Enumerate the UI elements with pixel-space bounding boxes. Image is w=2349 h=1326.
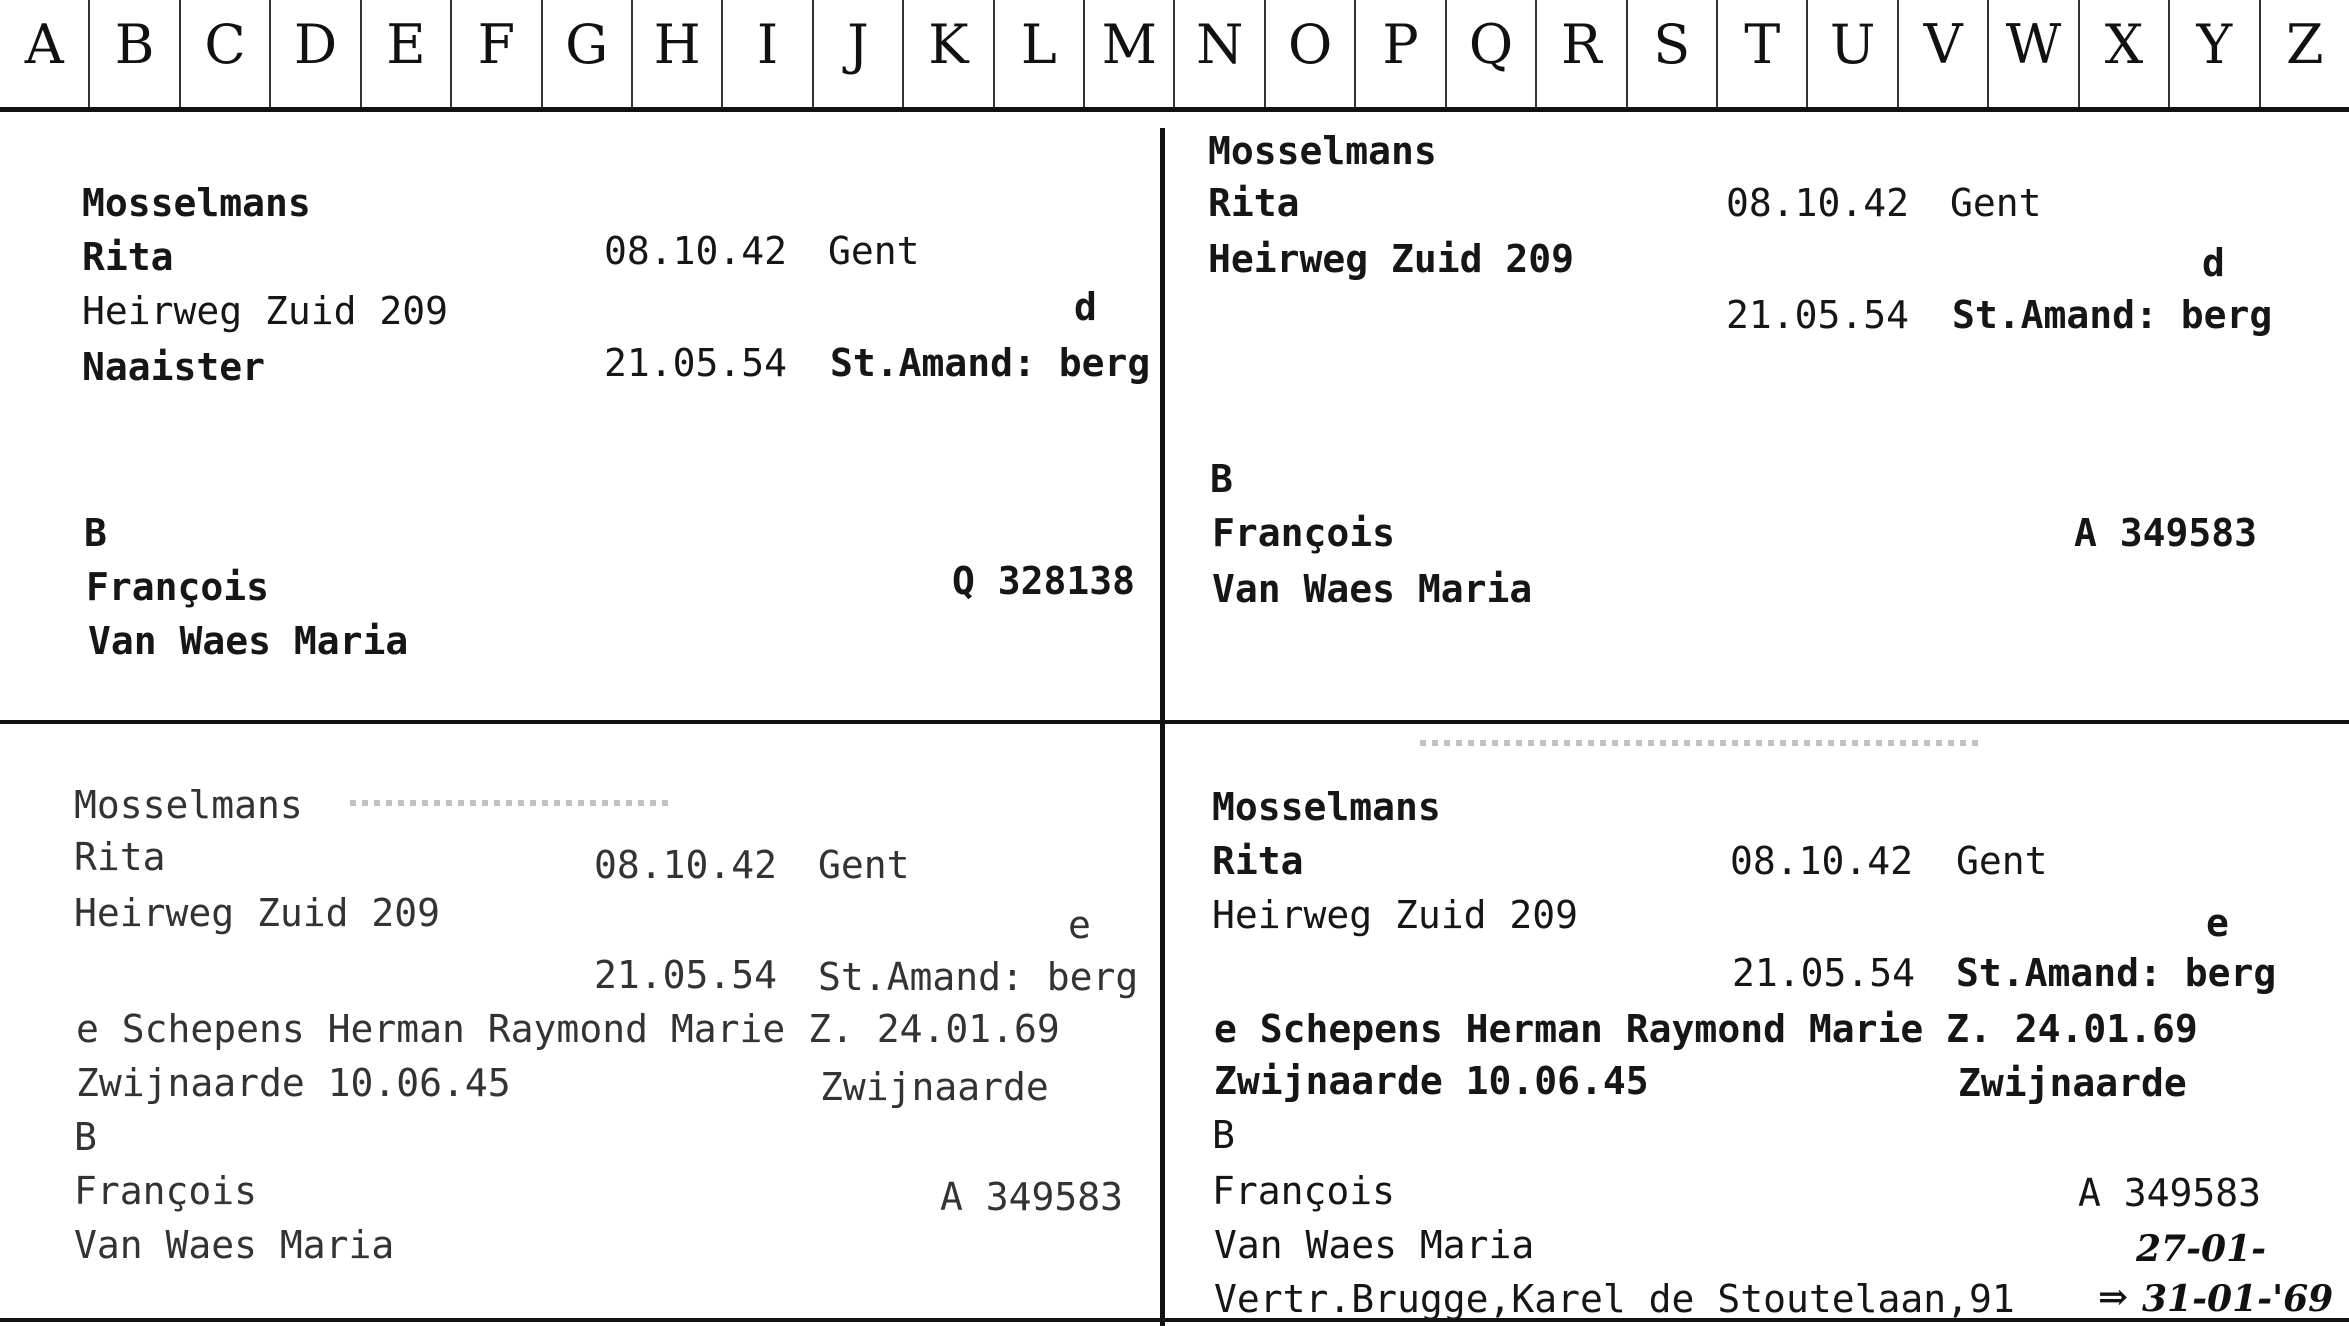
spouse-birth: Zwijnaarde 10.06.45 (76, 1061, 511, 1105)
alphabet-tab: G (543, 0, 633, 107)
alphabet-tab: T (1718, 0, 1808, 107)
spouse-line: e Schepens Herman Raymond Marie Z. 24.01.69 (1214, 1007, 2198, 1051)
father: François (86, 565, 270, 609)
birth-place: Gent (1950, 181, 2042, 225)
alphabet-tab: C (181, 0, 271, 107)
surname: Mosselmans (74, 783, 303, 827)
marker: d (1074, 285, 1097, 329)
move-date: 21.05.54 (1732, 951, 1916, 995)
relation: B (1212, 1113, 1235, 1157)
address: Heirweg Zuid 209 (74, 891, 441, 935)
alphabet-index-bar (0, 0, 2349, 112)
marker: d (2202, 241, 2225, 285)
alphabet-tab: I (723, 0, 813, 107)
spouse-residence: Zwijnaarde (820, 1065, 1049, 1109)
alphabet-tab: F (452, 0, 542, 107)
relation: B (74, 1115, 97, 1159)
address: Heirweg Zuid 209 (1212, 893, 1579, 937)
occupation: Naaister (82, 345, 266, 389)
move-place: St.Amand: berg (830, 341, 1151, 385)
firstname: Rita (1212, 839, 1304, 883)
card-divider-horizontal (0, 720, 2349, 724)
alphabet-tab: S (1628, 0, 1718, 107)
marker: e (2206, 901, 2229, 945)
alphabet-tab: J (814, 0, 904, 107)
relation: B (1210, 457, 1233, 501)
birth-date: 08.10.42 (594, 843, 778, 887)
departure-date: 31-01-'69 (2142, 1278, 2334, 1320)
birth-date: 08.10.42 (604, 229, 788, 273)
alphabet-tab: L (995, 0, 1085, 107)
marker: e (1068, 903, 1091, 947)
birth-date: 08.10.42 (1726, 181, 1910, 225)
alphabet-tab: X (2080, 0, 2170, 107)
spouse-birth: Zwijnaarde 10.06.45 (1214, 1059, 1649, 1103)
birth-place: Gent (1956, 839, 2048, 883)
firstname: Rita (1208, 181, 1300, 225)
arrow-icon: ⇒ (2098, 1276, 2129, 1318)
alphabet-tab: U (1808, 0, 1898, 107)
firstname: Rita (82, 235, 174, 279)
move-place: St.Amand: berg (1956, 951, 2277, 995)
address: Heirweg Zuid 209 (82, 289, 449, 333)
alphabet-tab: H (633, 0, 723, 107)
alphabet-tab: K (904, 0, 994, 107)
father: François (1212, 1169, 1396, 1213)
surname: Mosselmans (82, 181, 311, 225)
reference-number: A 349583 (940, 1175, 1124, 1219)
handwritten-date: 27-01- (2136, 1228, 2267, 1270)
alphabet-tab: B (90, 0, 180, 107)
alphabet-tab: Y (2170, 0, 2260, 107)
alphabet-tab: V (1899, 0, 1989, 107)
alphabet-tab: E (362, 0, 452, 107)
mother: Van Waes Maria (1214, 1223, 1535, 1267)
alphabet-tab: D (271, 0, 361, 107)
mother: Van Waes Maria (88, 619, 409, 663)
alphabet-tab: W (1989, 0, 2079, 107)
alphabet-tab: Z (2285, 13, 2324, 76)
birth-place: Gent (828, 229, 920, 273)
surname: Mosselmans (1208, 129, 1437, 173)
move-date: 21.05.54 (594, 953, 778, 997)
alphabet-tab: A (0, 0, 90, 107)
father: François (74, 1169, 258, 1213)
birth-place: Gent (818, 843, 910, 887)
address: Heirweg Zuid 209 (1208, 237, 1575, 281)
move-place: St.Amand: berg (818, 955, 1139, 999)
mother: Van Waes Maria (1212, 567, 1533, 611)
move-date: 21.05.54 (1726, 293, 1910, 337)
alphabet-tab: M (1085, 0, 1175, 107)
alphabet-tab: R (1537, 0, 1627, 107)
alphabet-tab: N (1175, 0, 1265, 107)
firstname: Rita (74, 835, 166, 879)
stamp-residue (1420, 740, 1980, 746)
reference-number: A 349583 (2078, 1171, 2262, 1215)
stamp-residue (350, 800, 670, 806)
card-divider-vertical (1160, 128, 1165, 1326)
alphabet-tab: O (1266, 0, 1356, 107)
spouse-residence: Zwijnaarde (1958, 1061, 2187, 1105)
surname: Mosselmans (1212, 785, 1441, 829)
spouse-line: e Schepens Herman Raymond Marie Z. 24.01.69 (76, 1007, 1060, 1051)
reference-number: Q 328138 (952, 559, 1136, 603)
birth-date: 08.10.42 (1730, 839, 1914, 883)
reference-number: A 349583 (2074, 511, 2258, 555)
alphabet-tab: P (1356, 0, 1446, 107)
father: François (1212, 511, 1396, 555)
mother: Van Waes Maria (74, 1223, 395, 1267)
move-date: 21.05.54 (604, 341, 788, 385)
relation: B (84, 511, 107, 555)
move-place: St.Amand: berg (1952, 293, 2273, 337)
departure-note: Vertr.Brugge,Karel de Stoutelaan,91 (1214, 1277, 2015, 1321)
alphabet-tab: Q (1447, 0, 1537, 107)
